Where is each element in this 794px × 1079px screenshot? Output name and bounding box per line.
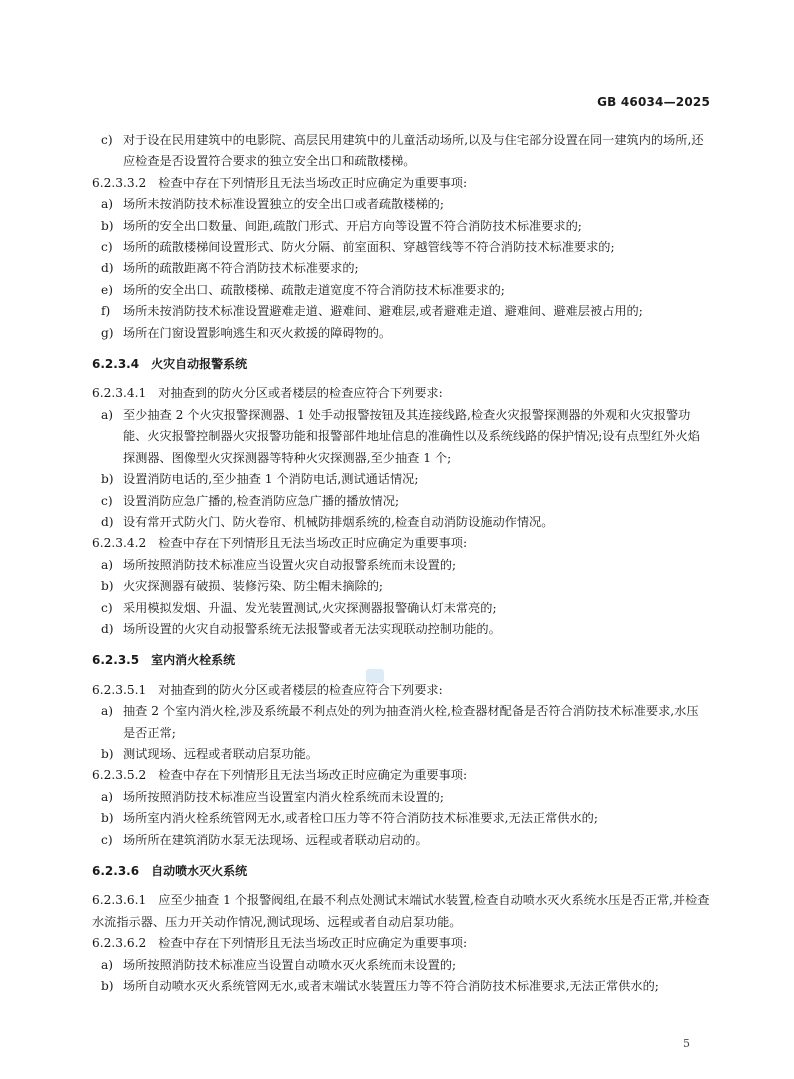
list-item-label: d) <box>101 261 114 276</box>
list-item-label: b) <box>101 218 114 233</box>
list-item-text: 场所的疏散距离不符合消防技术标准要求的; <box>123 261 359 276</box>
list-item-label: c) <box>101 133 113 147</box>
list-item-label: b) <box>101 811 114 826</box>
clause-paragraph <box>92 173 710 194</box>
clause-number: 6.2.3.6.1 <box>92 893 147 908</box>
list-item-text: 火灾探测器有破损、装修污染、防尘帽未摘除的; <box>123 579 384 594</box>
list-item-text: 场所设置的火灾自动报警系统无法报警或者无法实现联动控制功能的。 <box>123 621 501 636</box>
section-number: 6.2.3.4 <box>92 357 140 372</box>
section-number: 6.2.3.5 <box>92 653 140 668</box>
section-heading <box>92 650 710 671</box>
section-heading <box>92 354 710 375</box>
clause-number: 6.2.3.4.2 <box>92 536 147 551</box>
section-title: 火灾自动报警系统 <box>151 357 248 372</box>
clause-paragraph <box>92 890 710 933</box>
clause-text: 检查中存在下列情形且无法当场改正时应确定为重要事项: <box>158 936 468 951</box>
list-item-text: 至少抽查 2 个火灾报警探测器、1 处手动报警按钮及其连接线路,检查火灾报警探测器的外观和火灾报警功能、火灾报警控制器火灾报警功能和报警部件地址信息的准确性以及系统线路的保护情况;设有点型红外火焰探测器、图像型火灾探测器等特种火灾探测器,至少抽查 1 个; <box>123 407 700 465</box>
clause-number: 6.2.3.5.2 <box>92 768 147 783</box>
list-item-text: 设有常开式防火门、防火卷帘、机械防排烟系统的,检查自动消防设施动作情况。 <box>123 514 554 529</box>
list-item <box>92 787 710 808</box>
clause-number: 6.2.3.6.2 <box>92 936 147 951</box>
list-item <box>92 576 710 597</box>
clause-paragraph <box>92 933 710 954</box>
list-item-text: 场所按照消防技术标准应当设置室内消火栓系统而未设置的; <box>123 789 444 804</box>
list-item <box>92 512 710 533</box>
list-item <box>92 598 710 619</box>
list-item-text: 抽查 2 个室内消火栓,涉及系统最不利点处的列为抽查消火栓,检查器材配备是否符合消防技术标准要求,水压是否正常; <box>123 704 699 740</box>
document-body <box>92 130 710 997</box>
list-item-text: 测试现场、远程或者联动启泵功能。 <box>123 746 318 761</box>
clause-text: 检查中存在下列情形且无法当场改正时应确定为重要事项: <box>158 768 468 783</box>
list-item-text: 场所的疏散楼梯间设置形式、防火分隔、前室面积、穿越管线等不符合消防技术标准要求的; <box>123 240 615 255</box>
list-item <box>92 280 710 301</box>
section-heading <box>92 861 710 882</box>
list-item <box>92 976 710 997</box>
clause-paragraph <box>92 765 710 786</box>
list-item <box>92 301 710 322</box>
list-item-label: a) <box>101 407 114 422</box>
list-item <box>92 619 710 640</box>
list-item-label: d) <box>101 514 114 529</box>
clause-text: 对抽查到的防火分区或者楼层的检查应符合下列要求: <box>158 682 443 697</box>
list-item <box>92 194 710 215</box>
page-number: 5 <box>683 1037 690 1050</box>
clause-number: 6.2.3.4.1 <box>92 386 147 401</box>
list-item-text: 采用模拟发烟、升温、发光装置测试,火灾探测器报警确认灯未常亮的; <box>123 600 497 615</box>
list-item <box>92 701 710 744</box>
clause-text: 应至少抽查 1 个报警阀组,在最不利点处测试末端试水装置,检查自动喷水灭火系统水压是否正常,并检查水流指示器、压力开关动作情况,测试现场、远程或者自动启泵功能。 <box>92 893 710 929</box>
list-item <box>92 555 710 576</box>
clause-text: 对抽查到的防火分区或者楼层的检查应符合下列要求: <box>158 386 443 401</box>
list-item-label: e) <box>101 282 113 297</box>
list-item <box>92 237 710 258</box>
watermark-logo <box>366 669 384 683</box>
section-title: 自动喷水灭火系统 <box>151 864 248 878</box>
list-item-label: f) <box>101 304 111 319</box>
standard-code-header: GB 46034—2025 <box>597 95 710 109</box>
list-item-label: b) <box>101 746 114 761</box>
list-item-text: 场所自动喷水灭火系统管网无水,或者末端试水装置压力等不符合消防技术标准要求,无法正常供水的; <box>123 979 659 994</box>
list-item-text: 场所未按消防技术标准设置独立的安全出口或者疏散楼梯的; <box>123 197 444 212</box>
list-item-text: 场所所在建筑消防水泵无法现场、远程或者联动启动的。 <box>123 832 428 847</box>
list-item <box>92 258 710 279</box>
list-item <box>92 405 710 469</box>
list-item-label: g) <box>101 325 114 340</box>
list-item-label: c) <box>101 600 113 615</box>
list-item-label: a) <box>101 197 114 212</box>
list-item-label: d) <box>101 621 114 636</box>
list-item-label: c) <box>101 832 113 847</box>
list-item-label: b) <box>101 579 114 594</box>
list-item-text: 场所的安全出口数量、间距,疏散门形式、开启方向等设置不符合消防技术标准要求的; <box>123 218 582 233</box>
list-item-label: c) <box>101 493 113 508</box>
section-number: 6.2.3.6 <box>92 864 140 878</box>
list-item-text: 场所的安全出口、疏散楼梯、疏散走道宽度不符合消防技术标准要求的; <box>123 282 505 297</box>
list-item <box>92 491 710 512</box>
list-item-label: b) <box>101 472 114 487</box>
list-item <box>92 323 710 344</box>
list-item-text: 设置消防应急广播的,检查消防应急广播的播放情况; <box>123 493 400 508</box>
clause-number: 6.2.3.3.2 <box>92 175 147 190</box>
list-item-label: a) <box>101 557 114 572</box>
list-item-text: 场所室内消火栓系统管网无水,或者栓口压力等不符合消防技术标准要求,无法正常供水的; <box>123 811 598 826</box>
clause-text: 检查中存在下列情形且无法当场改正时应确定为重要事项: <box>158 536 468 551</box>
list-item-text: 场所在门窗设置影响逃生和灭火救援的障碍物的。 <box>123 325 392 340</box>
clause-paragraph <box>92 533 710 554</box>
list-item-text: 场所按照消防技术标准应当设置自动喷水灭火系统而未设置的; <box>123 957 457 972</box>
list-item-label: a) <box>101 957 114 972</box>
list-item <box>92 469 710 490</box>
list-item-text: 设置消防电话的,至少抽查 1 个消防电话,测试通话情况; <box>123 472 419 487</box>
section-title: 室内消火栓系统 <box>151 653 236 668</box>
clause-text: 检查中存在下列情形且无法当场改正时应确定为重要事项: <box>158 175 468 190</box>
list-item <box>92 216 710 237</box>
list-item <box>92 130 710 173</box>
list-item-text: 场所未按消防技术标准设置避难走道、避难间、避难层,或者避难走道、避难间、避难层被占用的; <box>123 304 643 319</box>
clause-paragraph <box>92 383 710 404</box>
list-item-label: b) <box>101 979 114 994</box>
clause-paragraph <box>92 680 710 701</box>
list-item-text: 对于设在民用建筑中的电影院、高层民用建筑中的儿童活动场所,以及与住宅部分设置在同一建筑内的场所,还应检查是否设置符合要求的独立安全出口和疏散楼梯。 <box>123 133 704 169</box>
list-item-label: c) <box>101 240 113 255</box>
list-item <box>92 830 710 851</box>
list-item <box>92 955 710 976</box>
list-item-label: a) <box>101 704 114 719</box>
list-item <box>92 744 710 765</box>
list-item-label: a) <box>101 789 114 804</box>
clause-number: 6.2.3.5.1 <box>92 682 147 697</box>
list-item <box>92 808 710 829</box>
list-item-text: 场所按照消防技术标准应当设置火灾自动报警系统而未设置的; <box>123 557 457 572</box>
